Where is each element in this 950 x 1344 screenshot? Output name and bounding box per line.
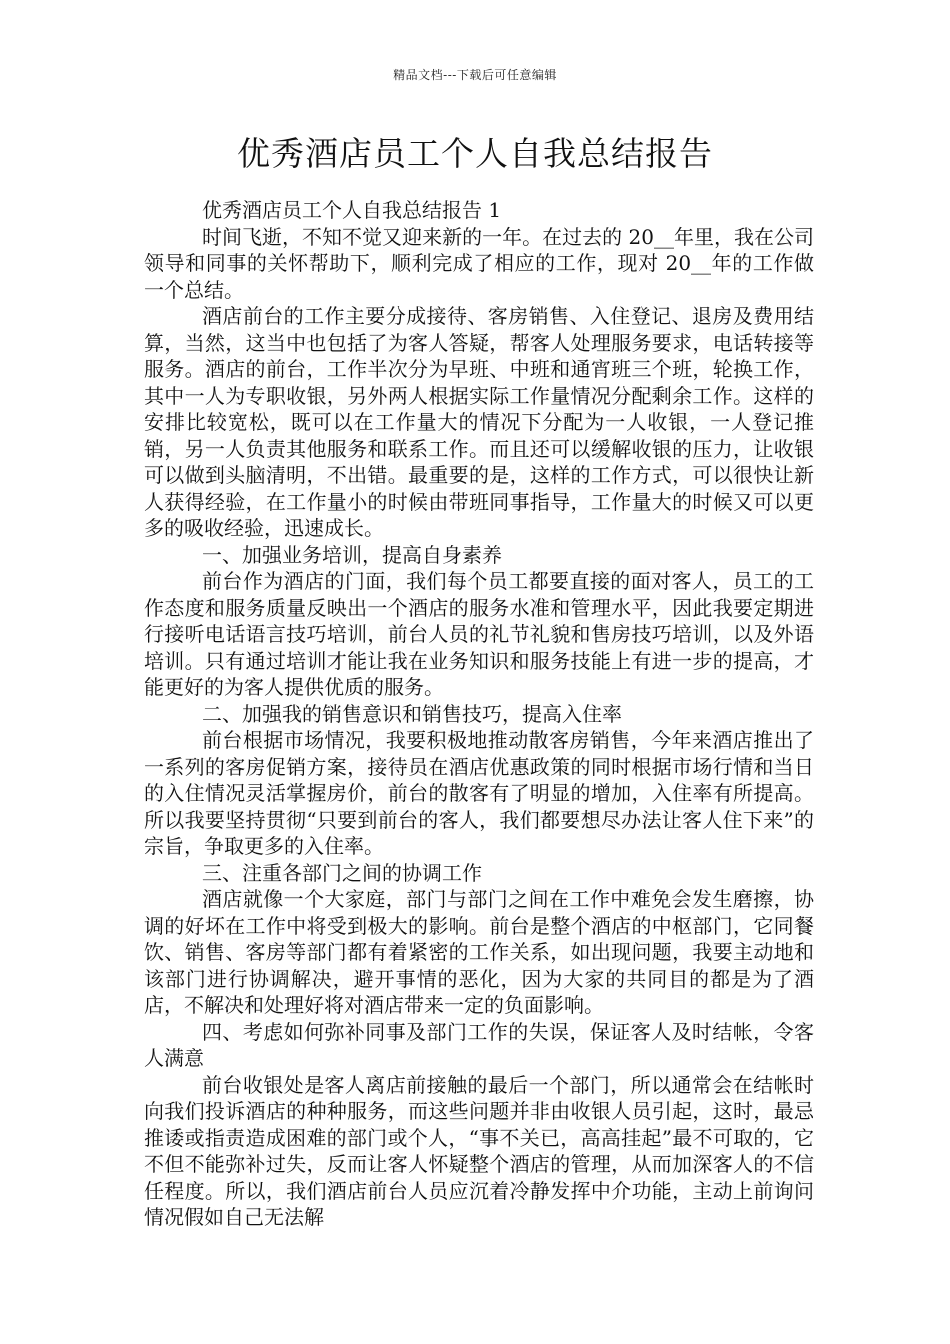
paragraph-front-desk-duties: 酒店前台的工作主要分成接待、客房销售、入住登记、退房及费用结算，当然，这当中也包括了为客人答疑，帮客人处理服务要求，电话转接等服务。酒店的前台，工作半次分为早班、中班和通宵班三个班，轮换工作，其中一人为专职收银，另外两人根据实际工作量情况分配剩余工作。这样的安排比较宽松，既可以在工作量大的情况下分配为一人收银，一人登记推销，另一人负责其他服务和联系工作。而且还可以缓解收银的压力，让收银可以做到头脑清明，不出错。最重要的是，这样的工作方式，可以很快让新人获得经验，在工作量小的时候由带班同事指导，工作量大的时候又可以更多的吸收经验，迅速成长。 <box>144 304 814 540</box>
heading-training: 一、加强业务培训，提高自身素养 <box>202 542 502 567</box>
heading-sales: 二、加强我的销售意识和销售技巧，提高入住率 <box>202 701 622 726</box>
paragraph-checkout: 前台收银处是客人离店前接触的最后一个部门，所以通常会在结帐时向我们投诉酒店的种种服务，而这些问题并非由收银人员引起，这时，最忌推诿或指责造成困难的部门或个人，“事不关已，高高挂起”最不可取的，它不但不能弥补过失，反而让客人怀疑整个酒店的管理，从而加深客人的不信任程度。所以，我们酒店前台人员应沉着冷静发挥中介功能，主动上前询问情况假如自己无法解 <box>144 1072 814 1229</box>
paragraph-training: 前台作为酒店的门面，我们每个员工都要直接的面对客人，员工的工作态度和服务质量反映出一个酒店的服务水准和管理水平，因此我要定期进行接听电话语言技巧培训，前台人员的礼节礼貌和售房技巧培训，以及外语培训。只有通过培训才能让我在业务知识和服务技能上有进一步的提高，才能更好的为客人提供优质的服务。 <box>144 569 814 699</box>
heading-coordination: 三、注重各部门之间的协调工作 <box>202 860 482 885</box>
paragraph-sales: 前台根据市场情况，我要积极地推动散客房销售，今年来酒店推出了一系列的客房促销方案，接待员在酒店优惠政策的同时根据市场行情和当日的入住情况灵活掌握房价，前台的散客有了明显的增加，入住率有所提高。所以我要坚持贯彻“只要到前台的客人，我们都要想尽办法让客人住下来”的宗旨，争取更多的入住率。 <box>144 728 814 858</box>
document-body <box>144 197 814 1231</box>
header-note: 精品文档---下载后可任意编辑 <box>393 68 557 82</box>
paragraph-coordination: 酒店就像一个大家庭，部门与部门之间在工作中难免会发生磨擦，协调的好坏在工作中将受到极大的影响。前台是整个酒店的中枢部门，它同餐饮、销售、客房等部门都有着紧密的工作关系，如出现问题，我要主动地和该部门进行协调解决，避开事情的恶化，因为大家的共同目的都是为了酒店，不解决和处理好将对酒店带来一定的负面影响。 <box>144 887 814 1017</box>
document-title: 优秀酒店员工个人自我总结报告 <box>237 134 713 173</box>
heading-checkout: 四、考虑如何弥补同事及部门工作的失误，保证客人及时结帐，令客人满意 <box>144 1019 814 1070</box>
section-subtitle: 优秀酒店员工个人自我总结报告 1 <box>202 198 502 222</box>
paragraph-intro: 时间飞逝，不知不觉又迎来新的一年。在过去的 20__年里，我在公司领导和同事的关怀帮助下，顺利完成了相应的工作，现对 20__年的工作做一个总结。 <box>144 224 814 302</box>
